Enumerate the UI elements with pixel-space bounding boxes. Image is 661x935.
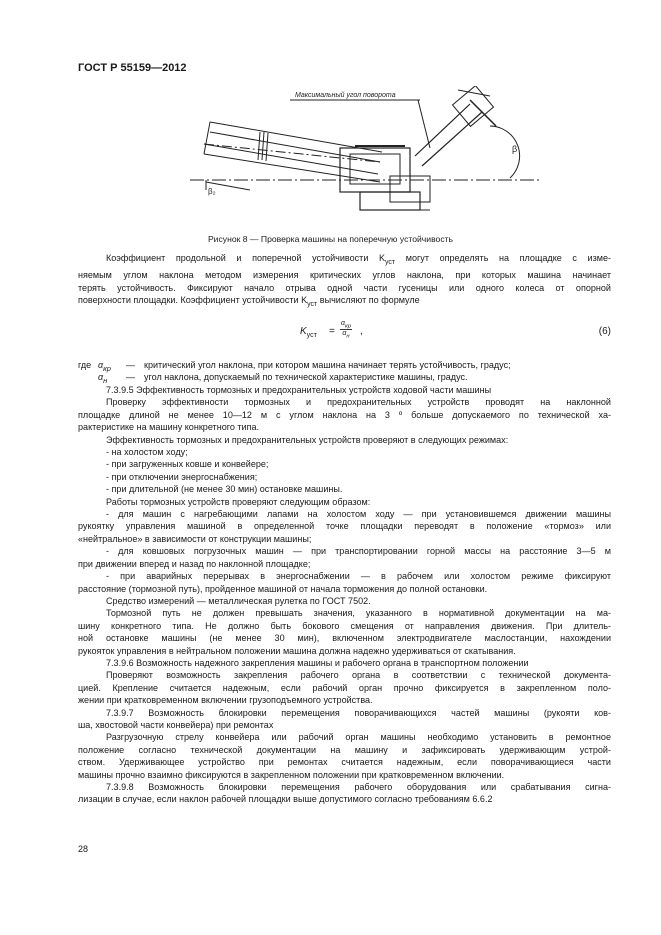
list-item: - для машин с нагребающими лапами на холостом ходу — при установившемся движении машины bbox=[106, 509, 611, 520]
drawing-lines bbox=[190, 86, 540, 210]
text-line: расстояние (тормозной путь), пройденное машиной от начала торможения до полной остановки. bbox=[78, 583, 488, 594]
body-text bbox=[78, 384, 611, 806]
section-heading-7-3-9-7: 7.3.9.7 Возможность блокировки перемещения поворачивающихся частей машины (рукояти ков- bbox=[106, 707, 611, 718]
text-line: шину конкретного типа. Не должно быть бокового смещения от направления движения. При длитель- bbox=[78, 620, 611, 631]
text-line: Разгрузочную стрелу конвейера или рабочий орган машины необходимо установить в ремонтное bbox=[106, 732, 611, 743]
text-line: терять устойчивость. Фиксируют начало отрыва одной части гусеницы или одного колеса от опорной bbox=[78, 282, 611, 293]
section-heading-7-3-9-5: 7.3.9.5 Эффективность тормозных и предохранительных устройств ходовой части машины bbox=[106, 385, 492, 395]
text-line: «нейтральное» в зависимости от конструкции машины; bbox=[78, 533, 312, 544]
text-line: жении при кратковременном включении грузоподъемного устройства. bbox=[78, 695, 373, 706]
page-number: 28 bbox=[78, 844, 89, 854]
figure-machine-stability-drawing bbox=[190, 86, 540, 226]
text-line: при движении вперед и назад по наклонной площадке; bbox=[78, 558, 311, 569]
text-line: Проверяют возможность закрепления рабочего органа в соответствии с технической документа- bbox=[106, 670, 611, 681]
text-line: цией. Крепление считается надежным, если рабочий орган прочно фиксируется в закрепленном поло- bbox=[78, 682, 611, 693]
paragraph-stability-coefficient bbox=[78, 252, 611, 311]
text-line: Работы тормозных устройств проверяют следующим образом: bbox=[106, 496, 371, 507]
section-heading-7-3-9-8: 7.3.9.8 Возможность блокировки перемещения рабочего оборудования или срабатывания сигна- bbox=[106, 782, 611, 792]
list-item: - при загруженных ковше и конвейере; bbox=[106, 459, 269, 470]
formula-number: (6) bbox=[598, 326, 611, 337]
formula-definitions bbox=[78, 359, 611, 384]
text-line: Эффективность тормозных и предохранительных устройств проверяют в следующих режимах: bbox=[106, 434, 509, 445]
text-line: площадке длиной не менее 10—12 м с углом наклона на 3 º больше допускаемого по технической ха- bbox=[78, 409, 611, 420]
text-line: Тормозной путь не должен превышать значения, указанного в нормативной документации на ма- bbox=[106, 608, 611, 619]
text-line: Проверку эффективности тормозных и предохранительных устройств проводят на наклонной bbox=[106, 397, 611, 408]
list-item: - при длительной (не менее 30 мин) остановке машины. bbox=[106, 484, 343, 495]
text-line: ством. Удерживающее устройство при ремонтах считается надежным, если поворачивающиеся части bbox=[78, 757, 611, 768]
formula-equals: = bbox=[329, 326, 335, 337]
list-item: - на холостом ходу; bbox=[106, 447, 188, 458]
figure-caption: Рисунок 8 — Проверка машины на поперечную устойчивость bbox=[207, 234, 454, 244]
formula-lhs: $K_{уст}$ bbox=[300, 326, 317, 339]
formula-6 bbox=[78, 320, 611, 344]
formula-fraction bbox=[340, 320, 352, 340]
list-item: - при отключении энергоснабжения; bbox=[106, 471, 258, 482]
text-line: лизации в случае, если наклон рабочей площадки выше допустимого согласно требованиям 6.6.2 bbox=[78, 794, 493, 805]
text-line: поверхности площадки. Коэффициент устойчивости $K_{уст}$ вычисляют по формуле bbox=[78, 295, 420, 308]
text-line: машины прочно взаимно фиксируются в закрепленном положении при кратковременном включении. bbox=[78, 769, 505, 780]
list-item: - при аварийных перерывах в энергоснабжении — в рабочем или холостом режиме фиксируют bbox=[106, 571, 611, 582]
formula-denominator: $\alpha_н$ bbox=[342, 330, 350, 340]
formula-comma: , bbox=[360, 326, 363, 337]
document-header: ГОСТ Р 55159—2012 bbox=[78, 62, 187, 74]
text-line: рактеристике на машину конкретного типа. bbox=[78, 422, 260, 433]
text-line: Средство измерений — металлическая рулетка по ГОСТ 7502. bbox=[106, 595, 371, 606]
figure-label-beta: β bbox=[512, 144, 518, 154]
text-line: няемым углом наклона методом измерения критических углов наклона, при которых машина начинает bbox=[78, 270, 611, 281]
text-line: рукояток управления в нейтральном положении машина должна надежно удерживаться от скатывания. bbox=[78, 645, 516, 656]
figure-label-beta2: β₂ bbox=[208, 187, 216, 196]
text-line: положение согласно технической документации на машину и зафиксировать удерживающим устрой- bbox=[78, 744, 611, 755]
definition-row: где $\alpha_{кр}$ — критический угол наклона, при котором машина начинает терять устойчивость, градус; bbox=[78, 360, 511, 373]
text-line: ной остановке машины (не менее 30 мин), включенном электродвигателе маслостанции, нахождении bbox=[78, 633, 611, 644]
figure-annotation-max-angle: Максимальный угол поворота bbox=[295, 92, 396, 99]
list-item: - для ковшовых погрузочных машин — при транспортировании горной массы на расстояние 3—5 м bbox=[106, 546, 611, 557]
text-line: ша, хвостовой части конвейера) при ремонтах bbox=[78, 719, 274, 730]
definition-row: $\alpha_н$ — угол наклона, допускаемый по технической характеристике машины, градус. bbox=[98, 372, 468, 386]
text-line: Коэффициент продольной и поперечной устойчивости $K_{уст}$ могут определять на площадке с изме- bbox=[106, 253, 611, 266]
text-line: рукоятку управления машиной в определенной точке площадки переводят в положение «тормоз» или bbox=[78, 521, 611, 532]
section-heading-7-3-9-6: 7.3.9.6 Возможность надежного закрепления машины и рабочего органа в транспортном положении bbox=[106, 657, 529, 668]
formula-numerator: $\alpha_{кр}$ bbox=[341, 320, 351, 330]
